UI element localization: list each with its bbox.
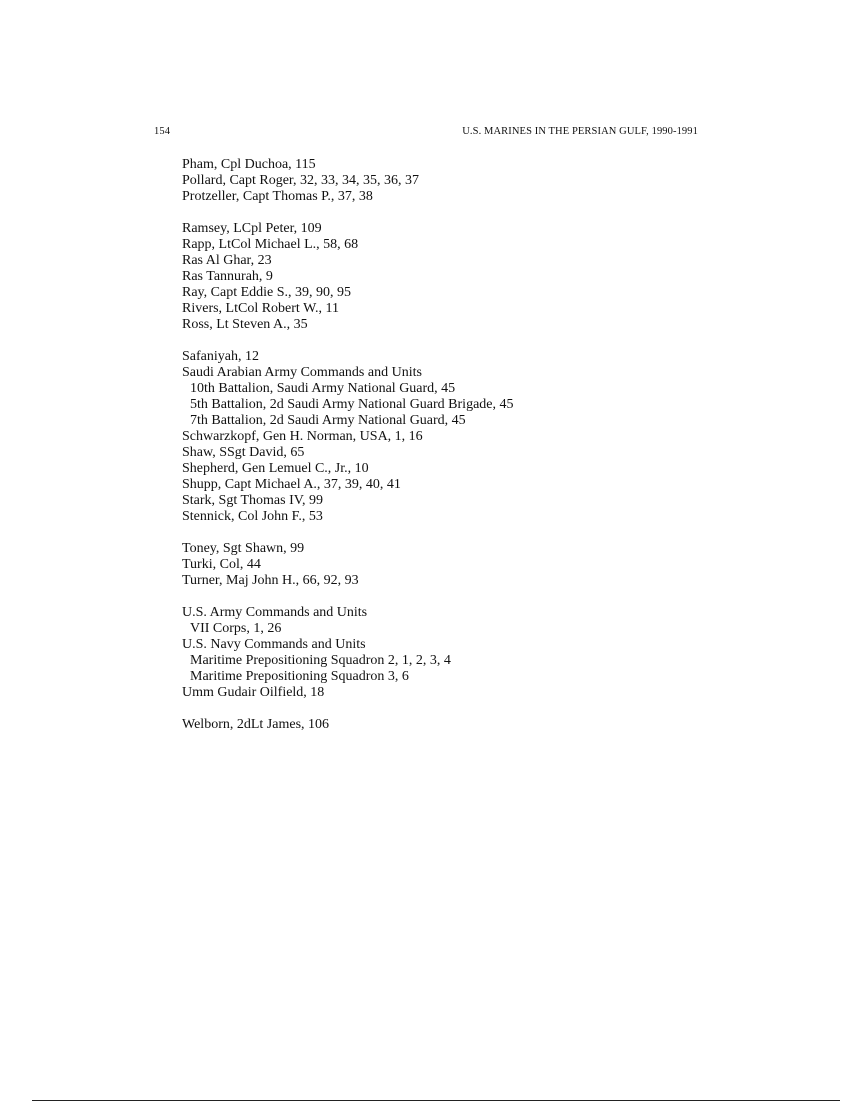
index-entry: Pham, Cpl Duchoa, 115 (182, 157, 316, 172)
index-entry: Safaniyah, 12 (182, 349, 259, 364)
index-entry: Turki, Col, 44 (182, 557, 261, 572)
index-group (182, 349, 514, 525)
index-group (182, 157, 514, 205)
index-entry: Schwarzkopf, Gen H. Norman, USA, 1, 16 (182, 429, 423, 444)
index-entry: Turner, Maj John H., 66, 92, 93 (182, 573, 359, 588)
index-subentry: VII Corps, 1, 26 (190, 621, 282, 636)
index-subentry: Maritime Prepositioning Squadron 3, 6 (190, 669, 409, 684)
index-entry: Ramsey, LCpl Peter, 109 (182, 221, 322, 236)
index-subentry: Maritime Prepositioning Squadron 2, 1, 2, 3, 4 (190, 653, 451, 668)
index-entry: Ross, Lt Steven A., 35 (182, 317, 308, 332)
index-entry: U.S. Navy Commands and Units (182, 637, 366, 652)
index-entry: Ras Tannurah, 9 (182, 269, 273, 284)
index-entry: Welborn, 2dLt James, 106 (182, 717, 330, 732)
index-entry: Pollard, Capt Roger, 32, 33, 34, 35, 36, 37 (182, 173, 420, 188)
index-entry: Stennick, Col John F., 53 (182, 509, 323, 524)
index-list (182, 157, 514, 749)
index-group (182, 717, 514, 733)
index-entry: Umm Gudair Oilfield, 18 (182, 685, 325, 700)
index-subentry: 5th Battalion, 2d Saudi Army National Guard Brigade, 45 (190, 397, 514, 412)
index-entry: Protzeller, Capt Thomas P., 37, 38 (182, 189, 373, 204)
index-entry: Stark, Sgt Thomas IV, 99 (182, 493, 324, 508)
index-group (182, 541, 514, 589)
index-entry: Ray, Capt Eddie S., 39, 90, 95 (182, 285, 352, 300)
index-entry: Rivers, LtCol Robert W., 11 (182, 301, 339, 316)
index-entry: Toney, Sgt Shawn, 99 (182, 541, 305, 556)
index-entry: Saudi Arabian Army Commands and Units (182, 365, 422, 380)
bottom-rule (32, 1100, 840, 1101)
running-title: U.S. MARINES IN THE PERSIAN GULF, 1990-1991 (462, 126, 698, 137)
index-entry: Shupp, Capt Michael A., 37, 39, 40, 41 (182, 477, 401, 492)
index-group (182, 221, 514, 333)
index-entry: Rapp, LtCol Michael L., 58, 68 (182, 237, 359, 252)
index-subentry: 10th Battalion, Saudi Army National Guard, 45 (190, 381, 456, 396)
index-group (182, 605, 514, 701)
index-entry: Shaw, SSgt David, 65 (182, 445, 305, 460)
index-entry: Shepherd, Gen Lemuel C., Jr., 10 (182, 461, 369, 476)
index-entry: Ras Al Ghar, 23 (182, 253, 272, 268)
page-number: 154 (154, 126, 171, 137)
index-subentry: 7th Battalion, 2d Saudi Army National Guard, 45 (190, 413, 466, 428)
index-entry: U.S. Army Commands and Units (182, 605, 368, 620)
